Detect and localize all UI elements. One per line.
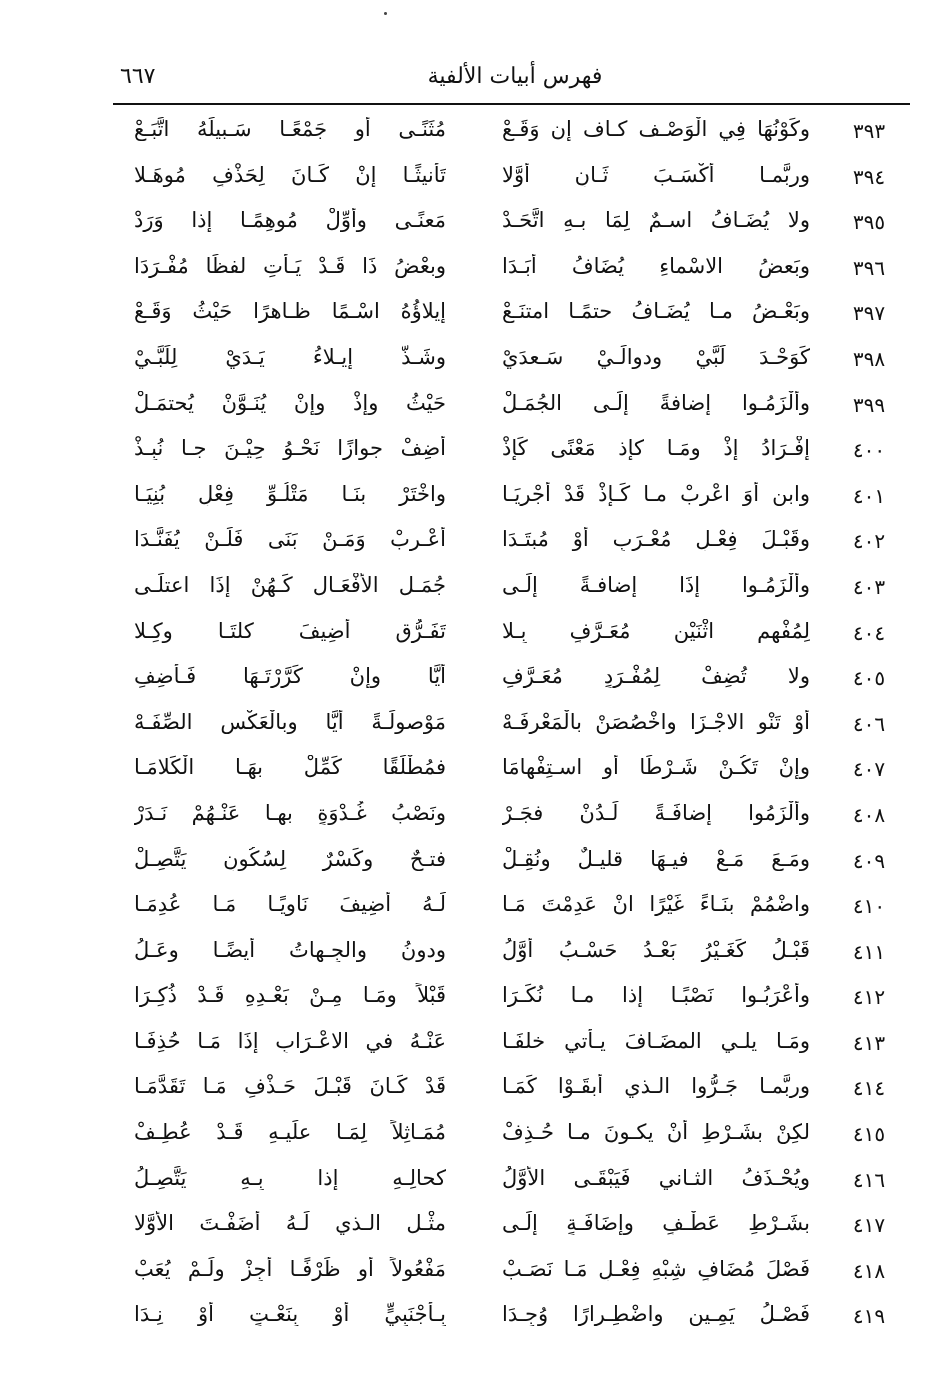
verse-number: ٤١٢ [852,985,886,1010]
verse-first-hemistich: وكَوْنُهَا فِي الْوَصْـف كـاف إن وَقَـعْ [502,117,810,141]
verse-first-hemistich: أوْ تَنْوِ الاجْـزَا واخْصُصَنْ بالْمَعْرفَـهْ [502,709,810,734]
verse-row [118,613,908,659]
verse-row [118,749,908,795]
verse-row [118,1068,908,1114]
verse-first-hemistich: وربَّمـا أكْسَـبَ ثَـانٍ أوَّلا [502,162,810,187]
verse-second-hemistich: جُمَـلِ الأفْعَـالِ كَـهُنْ إذَا اعتلَـى [134,572,446,597]
verse-second-hemistich: واخْتَرْ بنَـا مَتْلُـوِّ فِعْلٍ بُنِيَـا [134,481,446,506]
verse-second-hemistich: أيًّا وإنْ كَرَّرْتَـهَا فَـأَضِفِ [134,664,446,689]
verse-number: ٤٠٨ [852,802,886,827]
verse-number: ٤٠٠ [852,438,886,463]
verse-first-hemistich: ومَـعَ مَـعْ فيـهَا قليـلٌ ونُقِـلْ [502,846,810,871]
verse-first-hemistich: قَبْـلُ كَغَـيْرُ بَعْـدُ حَسْـبُ أوَّلُ [502,937,810,962]
running-title: فهرس أبيات الألفية [427,64,603,89]
verse-first-hemistich: وقَبْـلَ فِعْـلٍ مُعْـرَبٍ أوْ مُبتَـدَا [502,527,810,552]
verse-row [118,567,908,613]
verse-second-hemistich: فتـحٌ وكَسْرٌ لِسُكُونٍ يَتَّصِـلْ [134,846,446,871]
verse-row [118,977,908,1023]
verse-second-hemistich: فمُطْلَقًا كَمِّلْ بهَـا الْكَلامَـا [134,755,446,780]
verse-first-hemistich: وأَلْزَمُـوا إضافةً إلَـى الجُمَـلْ [502,390,810,415]
verse-row [118,430,908,476]
header-rule [113,103,910,105]
verse-second-hemistich: لَـهُ أضِيفَ نَاوِيًـا مَـا عُدِمَـا [134,892,446,917]
verse-number: ٤١٣ [852,1030,886,1055]
verse-row [118,476,908,522]
page-number: ٦٦٧ [120,64,156,89]
verse-first-hemistich: وألْزَمُـوا إذَا إضافـةً إلَـى [502,572,810,597]
verse-row [118,1023,908,1069]
verse-row [118,202,908,248]
verse-number: ٤١٨ [852,1258,886,1283]
verse-first-hemistich: ولا تُضِفْ لِمُفْـرَدٍ مُعَـرَّفِ [502,664,810,689]
verse-first-hemistich: ومَـا يلـي المضَـافَ يـأتي خلفَـا [502,1028,810,1053]
verse-number: ٤٠٧ [852,757,886,782]
verse-second-hemistich: أعْـرِبْ وَمَـنْ بَنَى فَلَـنْ يُفَنَّـدَا [134,527,446,552]
verse-number: ٤٠٦ [852,711,886,736]
verse-first-hemistich: واضْمُمْ بنَـاءً غَيْرًا انْ عَدِمْتَ مَـا [502,892,810,917]
verse-number: ٤٠٥ [852,666,886,691]
verse-first-hemistich: وبَعْـضُ مـا يُضَـافُ حتمًـا امتنَـعْ [502,299,810,324]
verse-number: ٤٠٢ [852,529,886,554]
verse-second-hemistich: مَوْصولَـةً أيًّا وبالْعَكْسِ الصِّفَـهْ [134,709,446,734]
verse-second-hemistich: قَدْ كَـانَ قَبْـلَ حَـذْفِ مَـا تَقَدَّمَـا [134,1074,446,1099]
verse-number: ٣٩٣ [852,119,886,143]
verse-first-hemistich: كَوَحْـدَ لَبَّيْ ودوالَـيْ سَـعدَيْ [502,344,810,369]
verse-second-hemistich: مثْـلِ الـذي لَـهُ أضَفْـتَ الأوَّلا [134,1211,446,1236]
verse-row [118,293,908,339]
verse-first-hemistich: وبَعضُ الاسْماءِ يُضَافُ أبَـدَا [502,253,810,278]
verse-row [118,886,908,932]
verse-second-hemistich: مُمَـاثِلاً لِمَـا علَيـهِ قَـدْ عُطِـفْ [134,1120,446,1145]
verse-second-hemistich: كحالِـهِ إذا بِـهِ يَتَّصِـلُ [134,1165,446,1190]
verse-number: ٤٠٣ [852,574,886,599]
verse-first-hemistich: بشَـرْطِ عَطْـفٍ وإضَافَـةٍ إلَـى [502,1211,810,1236]
verse-number: ٣٩٨ [852,346,886,371]
verse-number: ٤١٦ [852,1167,886,1192]
verse-number: ٤١٤ [852,1076,886,1101]
verse-first-hemistich: ولا يُضَـافُ اسـمٌ لِمَا بـهِ اتَّحَـدْ [502,208,810,233]
verse-first-hemistich: فَصْـلُ يَمِـينٍ واضْطِـرارًا وُجِـدَا [502,1302,810,1327]
verse-row [118,1251,908,1297]
top-dot-mark [384,12,387,15]
verse-row [118,521,908,567]
verse-row [118,932,908,978]
verse-index-table [118,111,908,1342]
verse-row [118,795,908,841]
verse-first-hemistich: لِمُفْهِمِ اثْنَيْنِ مُعَـرَّفٍ بِـلا [502,618,810,643]
verse-row [118,157,908,203]
verse-second-hemistich: بِـأَجْنَبِيٍّ أوْ بِنَعْـتٍ أوْ نِـدَا [134,1302,446,1327]
verse-first-hemistich: فَصْلَ مُضَافٍ شِبْهِ فِعْـلٍ مَـا نَصَـبْ [502,1256,810,1281]
verse-first-hemistich: ويُحْـذَفُ الثـاني فَيَبْقَـى الأوَّلُ [502,1165,810,1190]
verse-second-hemistich: مَفْعُولاً أو ظَرْفًـا أجِزْ ولَـمْ يُعَبْ [134,1256,446,1281]
verse-number: ٤١١ [852,939,886,964]
verse-row [118,248,908,294]
verse-second-hemistich: مَعنًـى وأوِّلْ مُوهِمًـا إذا وَرَدْ [134,208,446,233]
verse-number: ٤٠٩ [852,848,886,873]
verse-row [118,1160,908,1206]
verse-number: ٤١٥ [852,1122,886,1147]
verse-first-hemistich: وإنْ تَكُـنْ شَـرْطًا أو اسـتِفْهامَا [502,755,810,780]
verse-row [118,385,908,431]
verse-second-hemistich: حَيْثُ وإذْ وإنْ يُنَـوَّنْ يُحتمَـلْ [134,390,446,415]
verse-number: ٤٠٤ [852,620,886,645]
verse-first-hemistich: وربَّمـا جَـرُّوا الـذي أبقَـوْا كَمَـا [502,1074,810,1099]
verse-row [118,111,908,157]
verse-row [118,1205,908,1251]
verse-number: ٣٩٦ [852,255,886,280]
page-header [115,62,907,102]
verse-first-hemistich: وألْزَمُوا إضافَـةً لَـدُنْ فجَـرْ [502,800,810,825]
verse-first-hemistich: لكِنْ بشَـرْطِ أنْ يكـونَ مـا حُـذِفْ [502,1120,810,1145]
verse-row [118,1114,908,1160]
verse-second-hemistich: ونَصْبُ غُـدْوَةٍ بهـا عَنْـهُمْ نَـدَرْ [134,800,446,825]
verse-number: ٣٩٩ [852,392,886,417]
verse-second-hemistich: عَنْـهُ في الاعْـرَابِ إذَا مَـا حُذِفَـا [134,1028,446,1053]
verse-number: ٤١٩ [852,1304,886,1329]
verse-row [118,658,908,704]
verse-second-hemistich: إيلاؤُهُ اسْـمًا ظـاهرًا حَيْثُ وَقَـعْ [134,299,446,324]
verse-second-hemistich: أضِفْ جوازًا نَحْـوُ حِيْـنَ جـا نُبِـذْ [134,436,446,461]
verse-row [118,1296,908,1342]
verse-number: ٣٩٥ [852,210,886,235]
verse-second-hemistich: ودونُ والجِـهاتُ أيضًـا وعَـلُ [134,937,446,962]
verse-first-hemistich: إفْـرَادُ إذْ ومَـا كإذ مَعْنًى كَإذْ [502,436,810,461]
verse-second-hemistich: وشَـذَّ إيـلاءُ يَـدَيْ لِلَبَّـيْ [134,344,446,369]
verse-row [118,704,908,750]
verse-second-hemistich: وبعْضُ ذَا قَـدْ يَـأْتِ لفظًا مُفْـرَدَا [134,253,446,278]
verse-second-hemistich: تَفَـرُّقٍ أُضِيفَ كلتَـا وكِـلا [134,618,446,643]
verse-second-hemistich: قَبْلاً ومَـا مِـنْ بَعْـدِهِ قَـدْ ذُكِـرَا [134,983,446,1008]
verse-first-hemistich: وابنِ أوَ اعْرِبْ مـا كَـإذْ قَدْ أُجْرِيَـا [502,481,810,506]
verse-row [118,841,908,887]
verse-second-hemistich: مُثَنًـى أو جَمْعًـا سَـبيلَهُ اتَّبَـعْ [134,117,446,141]
verse-number: ٤١٠ [852,894,886,919]
verse-number: ٤١٧ [852,1213,886,1238]
verse-row [118,339,908,385]
verse-first-hemistich: وأعْرَبُـوا نَصْبًـا إذا مـا نُكِّـرَا [502,983,810,1008]
verse-number: ٤٠١ [852,483,886,508]
verse-number: ٣٩٧ [852,301,886,326]
verse-number: ٣٩٤ [852,164,886,189]
verse-second-hemistich: تَأنيثًـا إنْ كَـانَ لِحَذْفٍ مُوهَـلا [134,162,446,187]
